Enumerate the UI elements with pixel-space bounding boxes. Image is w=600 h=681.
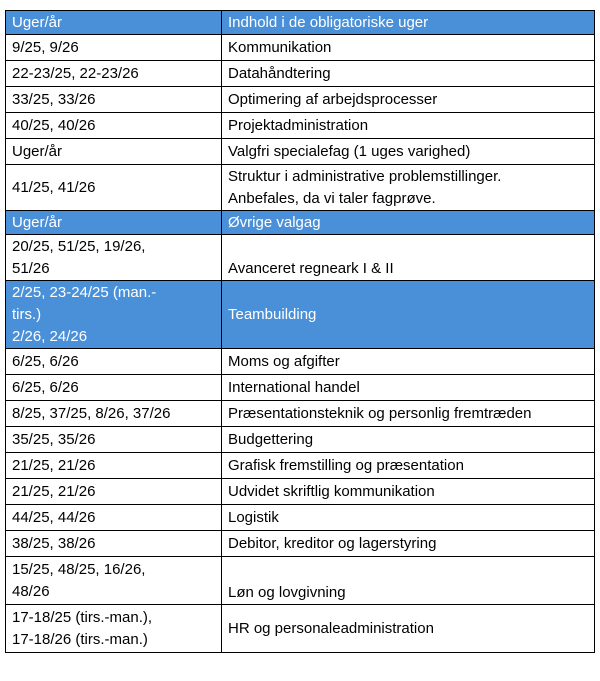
table-row bbox=[6, 557, 595, 605]
table-row bbox=[6, 505, 595, 531]
schedule-body bbox=[6, 11, 595, 653]
content-cell: Løn og lovgivning bbox=[222, 557, 595, 605]
week-cell: 38/25, 38/26 bbox=[6, 531, 222, 557]
week-cell: 2/25, 23-24/25 (man.- tirs.) 2/26, 24/26 bbox=[6, 281, 222, 349]
week-cell: Uger/år bbox=[6, 139, 222, 165]
table-row bbox=[6, 401, 595, 427]
content-cell: Teambuilding bbox=[222, 281, 595, 349]
week-cell: 17-18/25 (tirs.-man.), 17-18/26 (tirs.-man.) bbox=[6, 605, 222, 653]
table-row bbox=[6, 531, 595, 557]
table-row bbox=[6, 479, 595, 505]
week-cell: 22-23/25, 22-23/26 bbox=[6, 61, 222, 87]
highlight-row bbox=[6, 11, 595, 35]
content-cell: Avanceret regneark I & II bbox=[222, 235, 595, 281]
content-cell: Kommunikation bbox=[222, 35, 595, 61]
highlight-row bbox=[6, 211, 595, 235]
week-cell: 9/25, 9/26 bbox=[6, 35, 222, 61]
week-cell: 35/25, 35/26 bbox=[6, 427, 222, 453]
week-cell: 6/25, 6/26 bbox=[6, 375, 222, 401]
table-row bbox=[6, 453, 595, 479]
week-cell: 21/25, 21/26 bbox=[6, 479, 222, 505]
content-cell: Moms og afgifter bbox=[222, 349, 595, 375]
content-cell: Øvrige valgag bbox=[222, 211, 595, 235]
table-row bbox=[6, 61, 595, 87]
schedule-table bbox=[5, 10, 595, 653]
week-cell: Uger/år bbox=[6, 11, 222, 35]
week-cell: 40/25, 40/26 bbox=[6, 113, 222, 139]
week-cell: 44/25, 44/26 bbox=[6, 505, 222, 531]
content-cell: Logistik bbox=[222, 505, 595, 531]
table-row bbox=[6, 427, 595, 453]
content-cell: Indhold i de obligatoriske uger bbox=[222, 11, 595, 35]
content-cell: Projektadministration bbox=[222, 113, 595, 139]
content-cell: Datahåndtering bbox=[222, 61, 595, 87]
table-row bbox=[6, 349, 595, 375]
week-cell: 20/25, 51/25, 19/26, 51/26 bbox=[6, 235, 222, 281]
table-row bbox=[6, 139, 595, 165]
table-row bbox=[6, 235, 595, 281]
week-cell: 15/25, 48/25, 16/26, 48/26 bbox=[6, 557, 222, 605]
content-cell: Valgfri specialefag (1 uges varighed) bbox=[222, 139, 595, 165]
content-cell: Budgettering bbox=[222, 427, 595, 453]
highlight-row bbox=[6, 281, 595, 349]
week-cell: Uger/år bbox=[6, 211, 222, 235]
content-cell: Udvidet skriftlig kommunikation bbox=[222, 479, 595, 505]
content-cell: Grafisk fremstilling og præsentation bbox=[222, 453, 595, 479]
content-cell: Optimering af arbejdsprocesser bbox=[222, 87, 595, 113]
week-cell: 41/25, 41/26 bbox=[6, 165, 222, 211]
content-cell: International handel bbox=[222, 375, 595, 401]
week-cell: 21/25, 21/26 bbox=[6, 453, 222, 479]
table-row bbox=[6, 113, 595, 139]
content-cell: Struktur i administrative problemstillinger. Anbefales, da vi taler fagprøve. bbox=[222, 165, 595, 211]
table-row bbox=[6, 165, 595, 211]
content-cell: Debitor, kreditor og lagerstyring bbox=[222, 531, 595, 557]
week-cell: 6/25, 6/26 bbox=[6, 349, 222, 375]
table-row bbox=[6, 87, 595, 113]
table-row bbox=[6, 35, 595, 61]
content-cell: Præsentationsteknik og personlig fremtræden bbox=[222, 401, 595, 427]
week-cell: 8/25, 37/25, 8/26, 37/26 bbox=[6, 401, 222, 427]
week-cell: 33/25, 33/26 bbox=[6, 87, 222, 113]
table-row bbox=[6, 375, 595, 401]
table-row bbox=[6, 605, 595, 653]
content-cell: HR og personaleadministration bbox=[222, 605, 595, 653]
